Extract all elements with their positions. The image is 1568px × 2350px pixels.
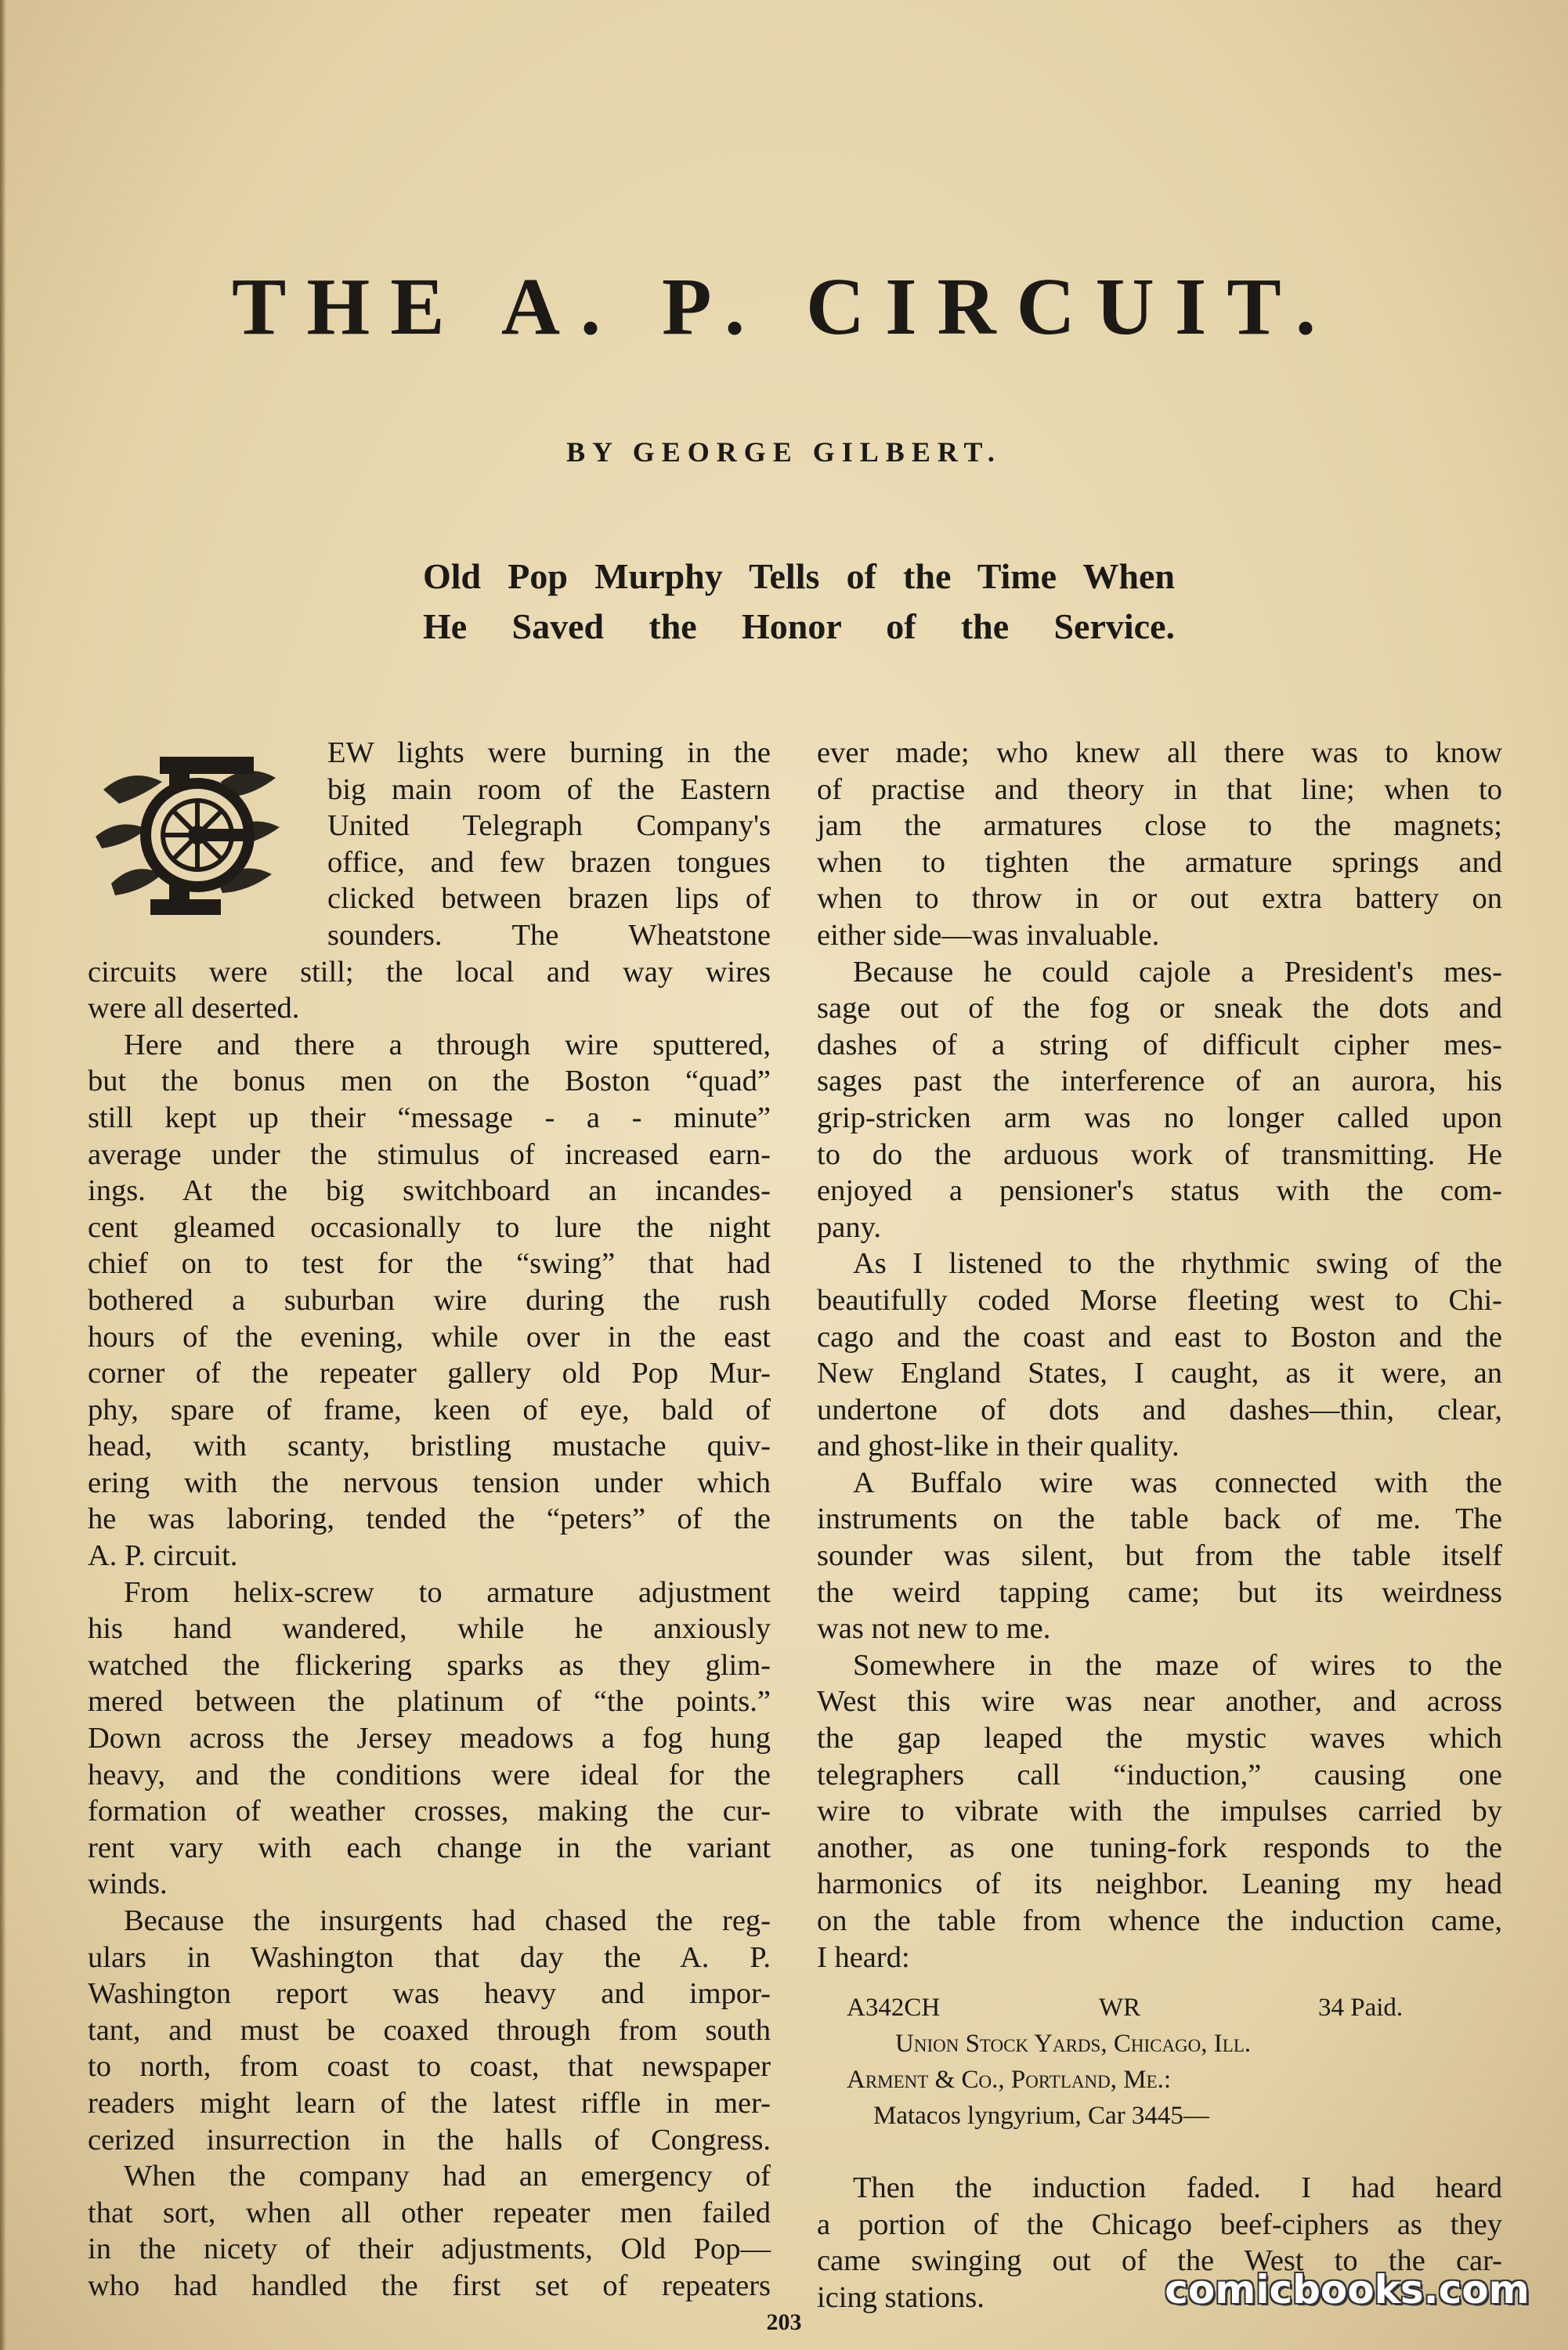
text-line: readers might learn of the latest riffle in mer- [88, 2086, 771, 2120]
text-line: when to tighten the armature springs and [817, 845, 1502, 879]
text-line: wire to vibrate with the impulses carried by [817, 1795, 1502, 1828]
text-line: I heard: [817, 1940, 910, 1974]
text-line: sounders. The Wheatstone [327, 918, 771, 952]
text-line: Because he could cajole a President's mes- [853, 955, 1502, 989]
text-line: tant, and must be coaxed through from south [88, 2013, 771, 2047]
text-line: winds. [88, 1867, 168, 1901]
telegram-address-origin: Union Stock Yards, Chicago, Ill. [895, 2030, 1252, 2059]
text-line: that sort, when all other repeater men failed [88, 2196, 771, 2229]
text-line: in the nicety of their adjustments, Old Pop— [88, 2232, 771, 2266]
text-line: heavy, and the conditions were ideal for the [88, 1758, 771, 1791]
text-line: EW lights were burning in the [327, 736, 771, 769]
text-line: New England States, I caught, as it were, an [817, 1357, 1502, 1390]
subtitle-line: Old Pop Murphy Tells of the Time When [423, 556, 1175, 596]
text-line: who had handled the first set of repeaters [88, 2269, 771, 2302]
text-line: A. P. circuit. [88, 1539, 238, 1573]
text-line: harmonics of its neighbor. Leaning my head [817, 1867, 1502, 1901]
text-line: Somewhere in the maze of wires to the [853, 1648, 1502, 1682]
page-edge [0, 0, 6, 2350]
text-line: cago and the coast and east to Boston and the [817, 1320, 1502, 1354]
text-line: Then the induction faded. I had heard [853, 2171, 1502, 2205]
text-line: he was laboring, tended the “peters” of the [88, 1502, 771, 1536]
text-line: ings. At the big switchboard an incandes- [88, 1174, 771, 1208]
text-line: a portion of the Chicago beef-ciphers as they [817, 2207, 1502, 2241]
text-line: enjoyed a pensioner's status with the com- [817, 1174, 1502, 1208]
text-line: formation of weather crosses, making the cur- [88, 1795, 771, 1828]
text-line: to do the arduous work of transmitting. He [817, 1137, 1502, 1171]
telegram-paid: 34 Paid. [1318, 1994, 1404, 2023]
text-line: ering with the nervous tension under which [88, 1466, 771, 1499]
text-line: As I listened to the rhythmic swing of the [853, 1247, 1502, 1281]
text-line: cerized insurrection in the halls of Congress. [88, 2123, 771, 2157]
text-line: ever made; who knew all there was to know [817, 736, 1502, 769]
text-line: icing stations. [817, 2280, 985, 2314]
text-line: From helix-screw to armature adjustment [124, 1575, 771, 1609]
telegram-body: Matacos lyngyrium, Car 3445— [873, 2102, 1209, 2131]
text-line: came swinging out of the West to the car- [817, 2244, 1502, 2278]
text-line: ulars in Washington that day the A. P. [88, 1940, 771, 1974]
subtitle-line: He Saved the Honor of the Service. [423, 606, 1175, 646]
text-line: either side—was invaluable. [817, 918, 1160, 952]
text-line: Here and there a through wire sputtered, [124, 1028, 771, 1061]
text-line: Because the insurgents had chased the reg- [124, 1904, 771, 1937]
text-line: of practise and theory in that line; when to [817, 772, 1502, 806]
text-line: to north, from coast to coast, that newspaper [88, 2050, 771, 2084]
column-left [88, 735, 771, 2305]
telegram-header-row [817, 1990, 1502, 2026]
text-line: Down across the Jersey meadows a fog hung [88, 1722, 771, 1755]
text-line: phy, spare of frame, keen of eye, bald of [88, 1393, 771, 1426]
text-line: the weird tapping came; but its weirdness [817, 1575, 1502, 1609]
text-line: United Telegraph Company's [327, 809, 771, 843]
text-line: grip-stricken arm was no longer called upon [817, 1101, 1502, 1134]
text-line: office, and few brazen tongues [327, 845, 771, 879]
text-line: Washington report was heavy and impor- [88, 1977, 771, 2011]
article-title: THE A. P. CIRCUIT. [232, 262, 1336, 352]
text-line: instruments on the table back of me. The [817, 1502, 1502, 1536]
text-line: when to throw in or out extra battery on [817, 882, 1502, 916]
telegram-address-recipient: Arment & Co., Portland, Me.: [847, 2066, 1172, 2095]
article-byline: BY GEORGE GILBERT. [566, 436, 1002, 468]
text-line: telegraphers call “induction,” causing one [817, 1758, 1502, 1791]
text-line: undertone of dots and dashes—thin, clear, [817, 1393, 1502, 1426]
watermark: comicbooks.com [1165, 2267, 1530, 2312]
text-line: dashes of a string of difficult cipher mes- [817, 1028, 1502, 1061]
text-line: average under the stimulus of increased earn- [88, 1137, 771, 1171]
text-line: sounder was silent, but from the table itself [817, 1539, 1502, 1573]
text-line: was not new to me. [817, 1612, 1051, 1646]
telegram-code: A342CH [847, 1994, 941, 2023]
text-line: but the bonus men on the Boston “quad” [88, 1065, 771, 1098]
text-line: West this wire was near another, and across [817, 1685, 1502, 1719]
text-line: sages past the interference of an aurora, his [817, 1065, 1502, 1098]
text-line: mered between the platinum of “the points.” [88, 1685, 771, 1719]
text-line: sage out of the fog or sneak the dots and [817, 992, 1502, 1025]
text-line: When the company had an emergency of [124, 2160, 771, 2193]
text-line: rent vary with each change in the variant [88, 1831, 771, 1864]
text-line: head, with scanty, bristling mustache quiv- [88, 1430, 771, 1463]
text-line: still kept up their “message - a - minute” [88, 1101, 771, 1134]
text-line: beautifully coded Morse fleeting west to Chi- [817, 1283, 1502, 1317]
text-line: were all deserted. [88, 992, 300, 1025]
text-line: and ghost-like in their quality. [817, 1430, 1180, 1463]
text-line: chief on to test for the “swing” that had [88, 1247, 771, 1281]
text-line: bothered a suburban wire during the rush [88, 1283, 771, 1317]
page-number: 203 [766, 2309, 802, 2335]
text-line: corner of the repeater gallery old Pop Mur- [88, 1357, 771, 1390]
text-line: on the table from whence the induction came, [817, 1904, 1502, 1937]
text-line: the gap leaped the mystic waves which [817, 1722, 1502, 1755]
telegram-office: WR [1099, 1994, 1141, 2023]
telegram-message [817, 1976, 1502, 2170]
text-line: A Buffalo wire was connected with the [853, 1466, 1502, 1499]
text-line: hours of the evening, while over in the east [88, 1320, 771, 1354]
column-right [817, 735, 1502, 2316]
text-line: jam the armatures close to the magnets; [817, 809, 1502, 843]
text-line: another, as one tuning-fork responds to the [817, 1831, 1502, 1864]
text-line: circuits were still; the local and way wires [88, 955, 771, 989]
text-line: watched the flickering sparks as they glim- [88, 1648, 771, 1682]
text-line: his hand wandered, while he anxiously [88, 1612, 771, 1646]
text-line: clicked between brazen lips of [327, 882, 771, 916]
text-line: big main room of the Eastern [327, 772, 771, 806]
text-line: pany. [817, 1210, 881, 1244]
article-subtitle [423, 551, 1175, 652]
text-line: cent gleamed occasionally to lure the night [88, 1210, 771, 1244]
